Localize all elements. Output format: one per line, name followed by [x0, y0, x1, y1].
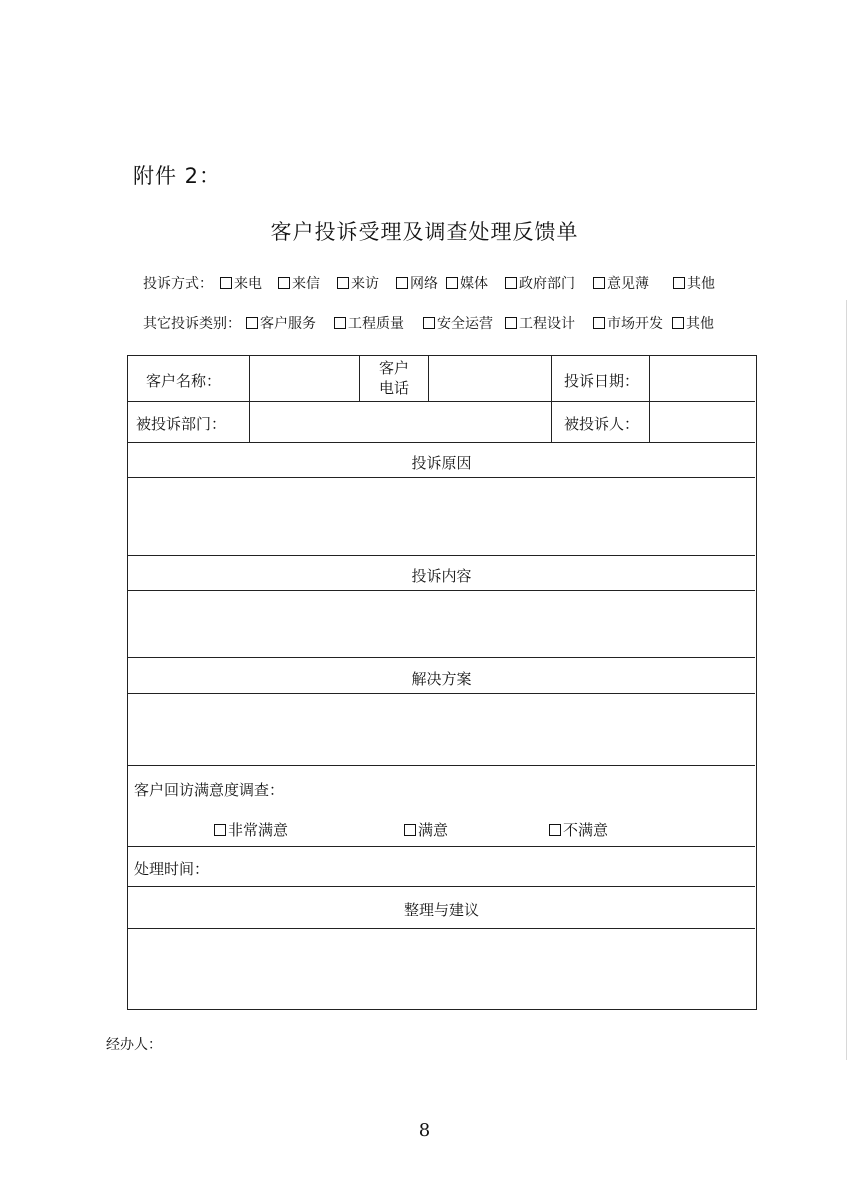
row-divider	[128, 442, 755, 443]
complaint-reason-area[interactable]	[128, 478, 755, 554]
attachment-label: 附件 2：	[133, 164, 222, 188]
summary-header: 整理与建议	[403, 901, 479, 919]
page-number: 8	[418, 1120, 431, 1141]
category-option-other[interactable]: 其他	[672, 313, 714, 333]
row-divider	[128, 657, 755, 658]
complaint-reason-header: 投诉原因	[411, 454, 472, 472]
checkbox-icon[interactable]	[396, 277, 408, 289]
method-option-network[interactable]: 网络	[396, 273, 438, 293]
complained-dept-label: 被投诉部门：	[136, 415, 227, 433]
category-option-engineering-quality[interactable]: 工程质量	[334, 313, 404, 333]
checkbox-icon[interactable]	[220, 277, 232, 289]
feedback-form-table	[127, 355, 757, 1010]
checkbox-icon[interactable]	[423, 317, 435, 329]
method-option-letter[interactable]: 来信	[278, 273, 320, 293]
checkbox-icon[interactable]	[246, 317, 258, 329]
processing-time-label: 处理时间：	[134, 860, 210, 878]
customer-name-label: 客户名称：	[146, 372, 222, 390]
method-option-other[interactable]: 其他	[673, 273, 715, 293]
complaint-content-header: 投诉内容	[411, 567, 472, 585]
checkbox-icon[interactable]	[214, 824, 226, 836]
complaint-content-area[interactable]	[128, 591, 755, 656]
checkbox-icon[interactable]	[446, 277, 458, 289]
complained-person-field[interactable]	[650, 402, 755, 441]
scan-edge-line	[846, 300, 847, 1060]
row-divider	[128, 555, 755, 556]
complained-person-label: 被投诉人：	[564, 415, 640, 433]
checkbox-icon[interactable]	[334, 317, 346, 329]
row-divider	[128, 886, 755, 887]
category-option-market-development[interactable]: 市场开发	[593, 313, 663, 333]
category-option-engineering-design[interactable]: 工程设计	[505, 313, 575, 333]
checkbox-icon[interactable]	[673, 277, 685, 289]
satisfaction-option-satisfied[interactable]: 满意	[404, 819, 448, 840]
method-option-government[interactable]: 政府部门	[505, 273, 575, 293]
checkbox-icon[interactable]	[278, 277, 290, 289]
summary-area[interactable]	[128, 929, 755, 1007]
column-divider	[551, 356, 552, 401]
complaint-date-field[interactable]	[650, 357, 755, 400]
method-option-comment-book[interactable]: 意见薄	[593, 273, 649, 293]
solution-area[interactable]	[128, 694, 755, 764]
complained-dept-field[interactable]	[250, 402, 550, 441]
checkbox-icon[interactable]	[505, 277, 517, 289]
row-divider	[128, 765, 755, 766]
customer-phone-label: 客户 电话	[378, 359, 409, 397]
satisfaction-option-not-satisfied[interactable]: 不满意	[549, 819, 608, 840]
checkbox-icon[interactable]	[593, 277, 605, 289]
customer-phone-field[interactable]	[429, 357, 550, 400]
checkbox-icon[interactable]	[549, 824, 561, 836]
processing-time-field[interactable]	[218, 847, 755, 885]
method-option-media[interactable]: 媒体	[446, 273, 488, 293]
checkbox-icon[interactable]	[593, 317, 605, 329]
other-category-label: 其它投诉类别：	[143, 316, 241, 332]
method-option-visit[interactable]: 来访	[337, 273, 379, 293]
satisfaction-survey-label: 客户回访满意度调查：	[134, 781, 285, 799]
column-divider	[551, 401, 552, 442]
handler-label: 经办人：	[106, 1037, 162, 1053]
complaint-method-label: 投诉方式：	[143, 276, 213, 292]
category-option-safety-operation[interactable]: 安全运营	[423, 313, 493, 333]
solution-header: 解决方案	[411, 670, 472, 688]
category-option-customer-service[interactable]: 客户服务	[246, 313, 316, 333]
checkbox-icon[interactable]	[337, 277, 349, 289]
method-option-phone[interactable]: 来电	[220, 273, 262, 293]
checkbox-icon[interactable]	[672, 317, 684, 329]
checkbox-icon[interactable]	[404, 824, 416, 836]
customer-name-field[interactable]	[250, 357, 358, 400]
form-title: 客户投诉受理及调查处理反馈单	[270, 220, 579, 244]
satisfaction-option-very-satisfied[interactable]: 非常满意	[214, 819, 288, 840]
complaint-date-label: 投诉日期：	[564, 372, 640, 390]
checkbox-icon[interactable]	[505, 317, 517, 329]
